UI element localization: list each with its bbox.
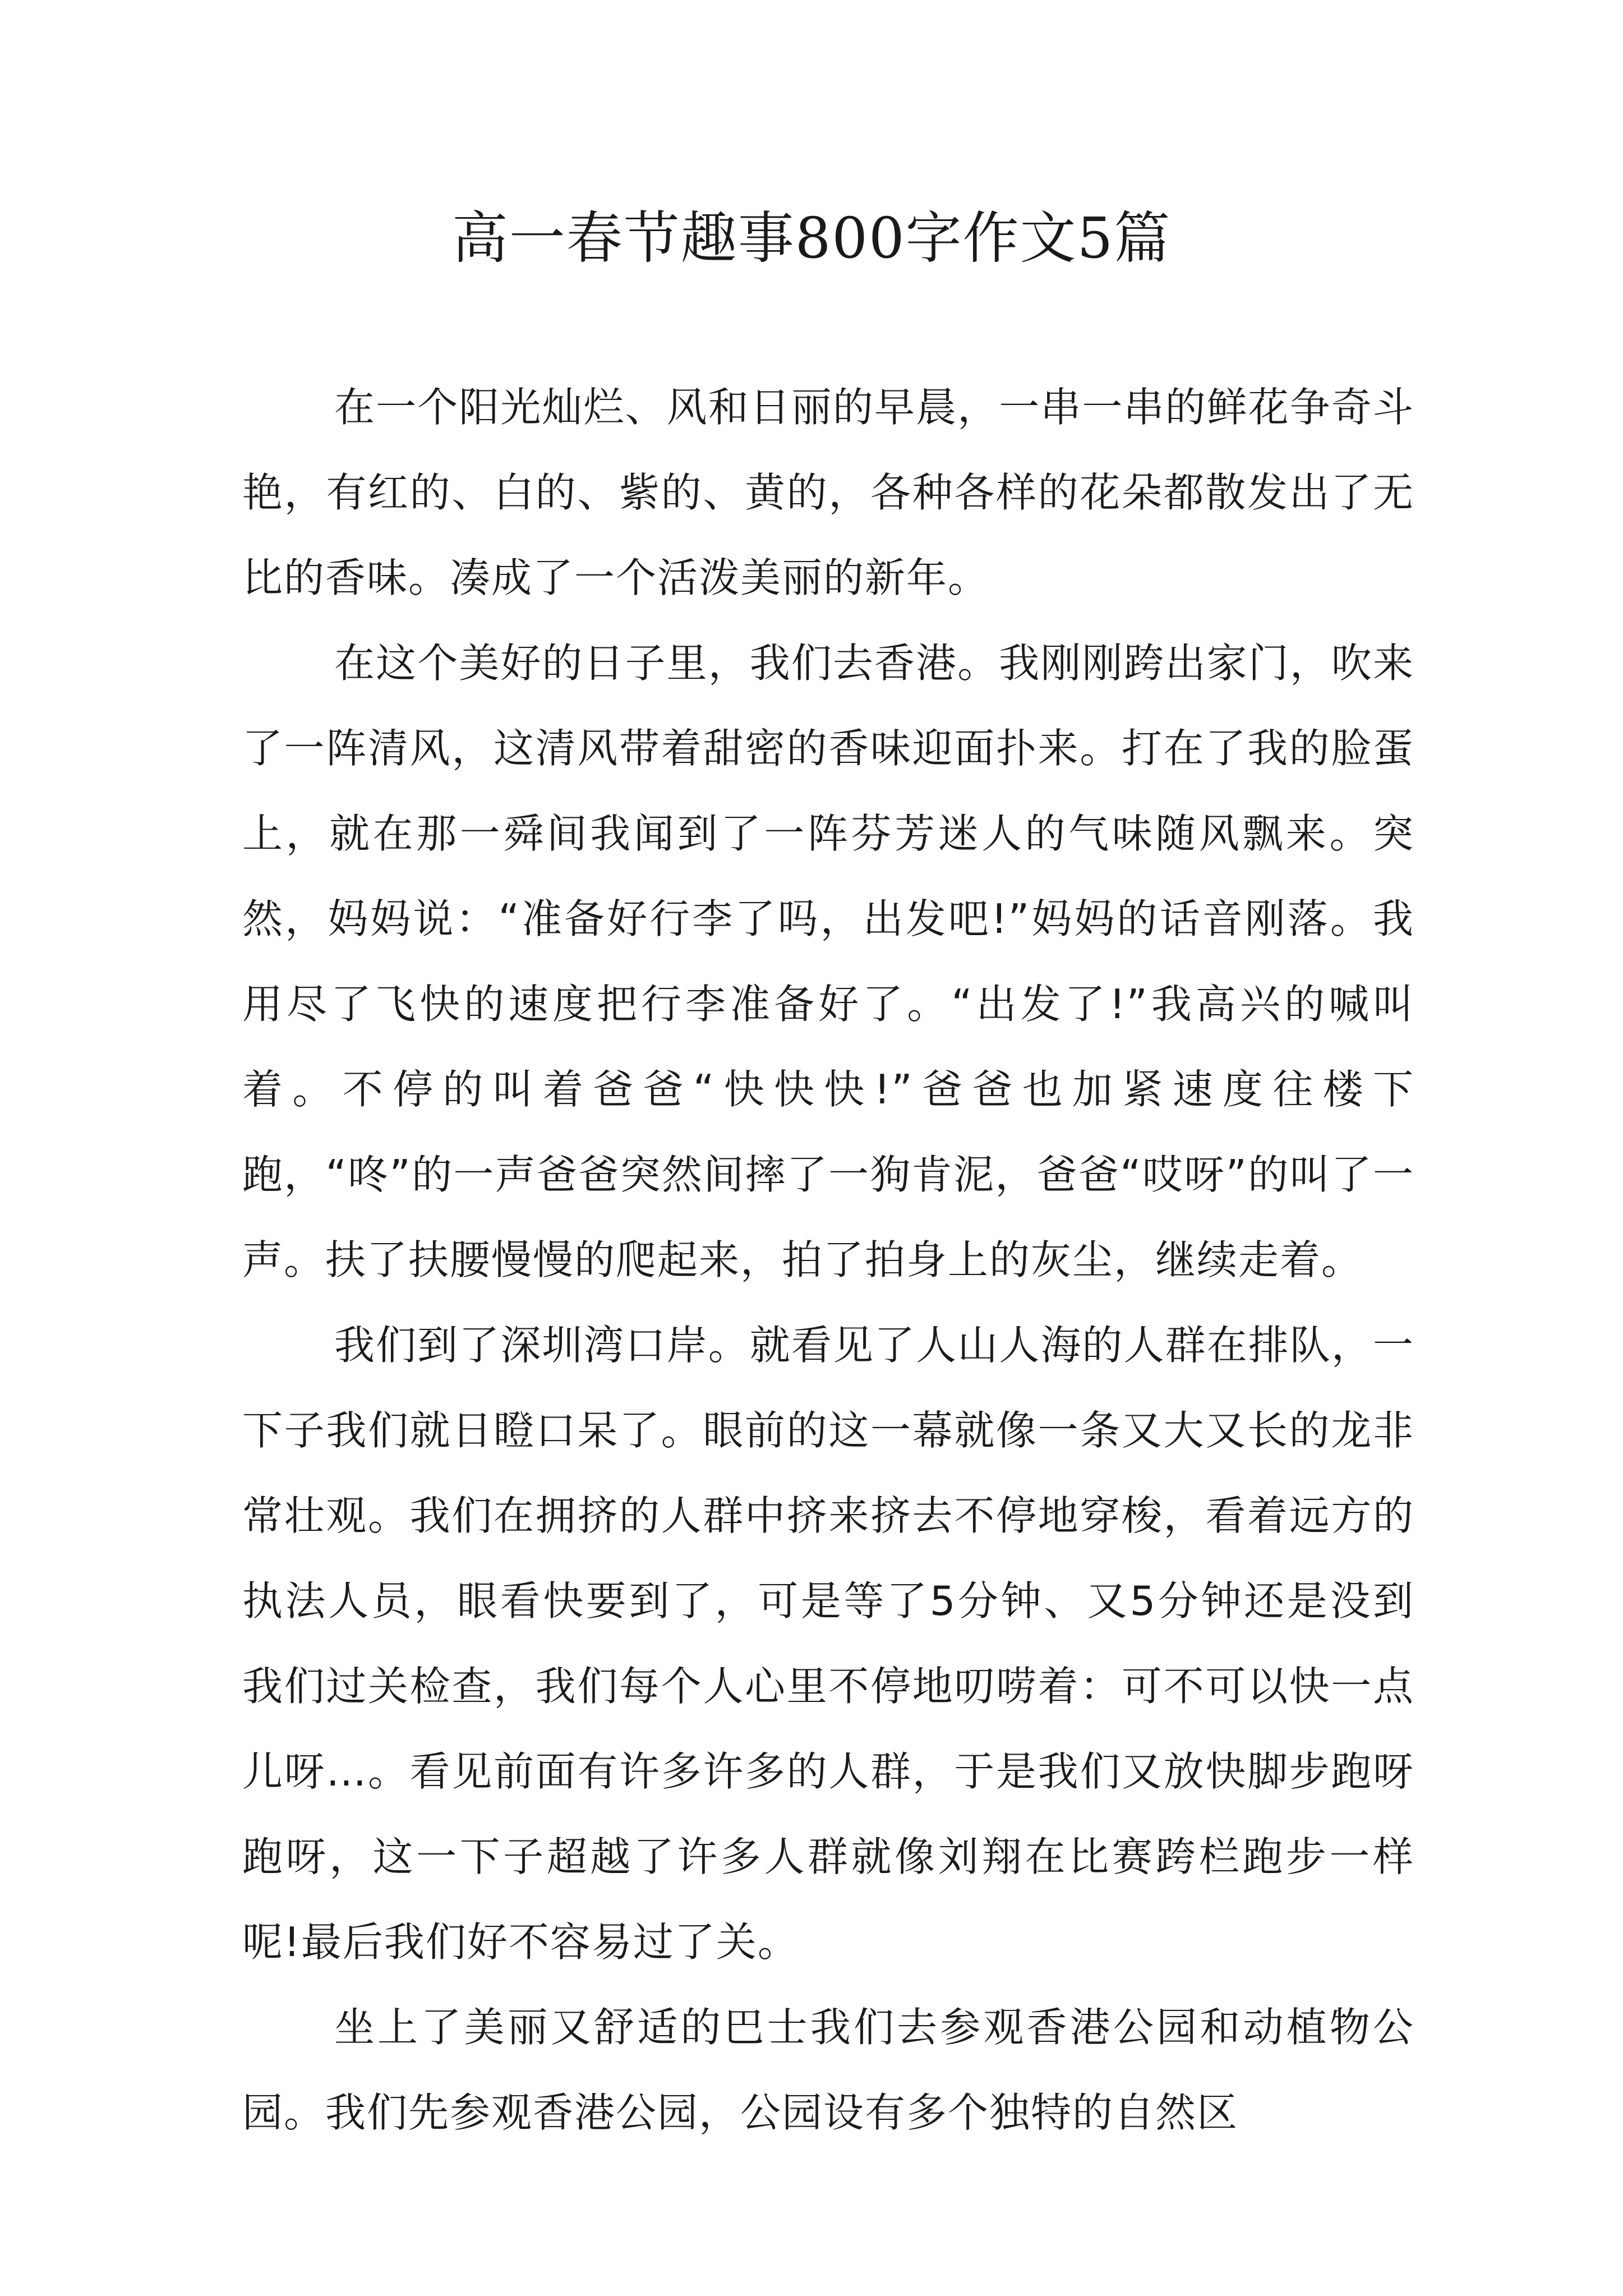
paragraph-1: 在一个阳光灿烂、风和日丽的早晨，一串一串的鲜花争奇斗艳，有红的、白的、紫的、黄的，各种各样的花朵都散发出了无比的香味。凑成了一个活泼美丽的新年。 (242, 384, 1414, 601)
document-title: 高一春节趣事800字作文5篇 (451, 205, 1172, 271)
paragraph-3: 我们到了深圳湾口岸。就看见了人山人海的人群在排队，一下子我们就日瞪口呆了。眼前的这一幕就像一条又大又长的龙非常壮观。我们在拥挤的人群中挤来挤去不停地穿梭，看着远方的执法人员，眼看快要到了，可是等了5分钟、又5分钟还是没到我们过关检查，我们每个人心里不停地叨唠着：可不可以快一点儿呀…。看见前面有许多许多的人群，于是我们又放快脚步跑呀跑呀，这一下子超越了许多人群就像刘翔在比赛跨栏跑步一样呢!最后我们好不容易过了关。 (242, 1322, 1414, 1966)
paragraph-4: 坐上了美丽又舒适的巴士我们去参观香港公园和动植物公园。我们先参观香港公园，公园设有多个独特的自然区 (242, 2004, 1414, 2136)
paragraph-2: 在这个美好的日子里，我们去香港。我刚刚跨出家门，吹来了一阵清风，这清风带着甜密的香味迎面扑来。打在了我的脸蛋上，就在那一舜间我闻到了一阵芬芳迷人的气味随风飘来。突然，妈妈说：“准备好行李了吗，出发吧!”妈妈的话音刚落。我用尽了飞快的速度把行李准备好了。“出发了!”我高兴的喊叫着。不停的叫着爸爸“快快快!”爸爸也加紧速度往楼下跑，“咚”的一声爸爸突然间摔了一狗肯泥，爸爸“哎呀”的叫了一声。扶了扶腰慢慢的爬起来，拍了拍身上的灰尘，继续走着。 (242, 639, 1414, 1283)
document-body (242, 365, 1414, 2155)
